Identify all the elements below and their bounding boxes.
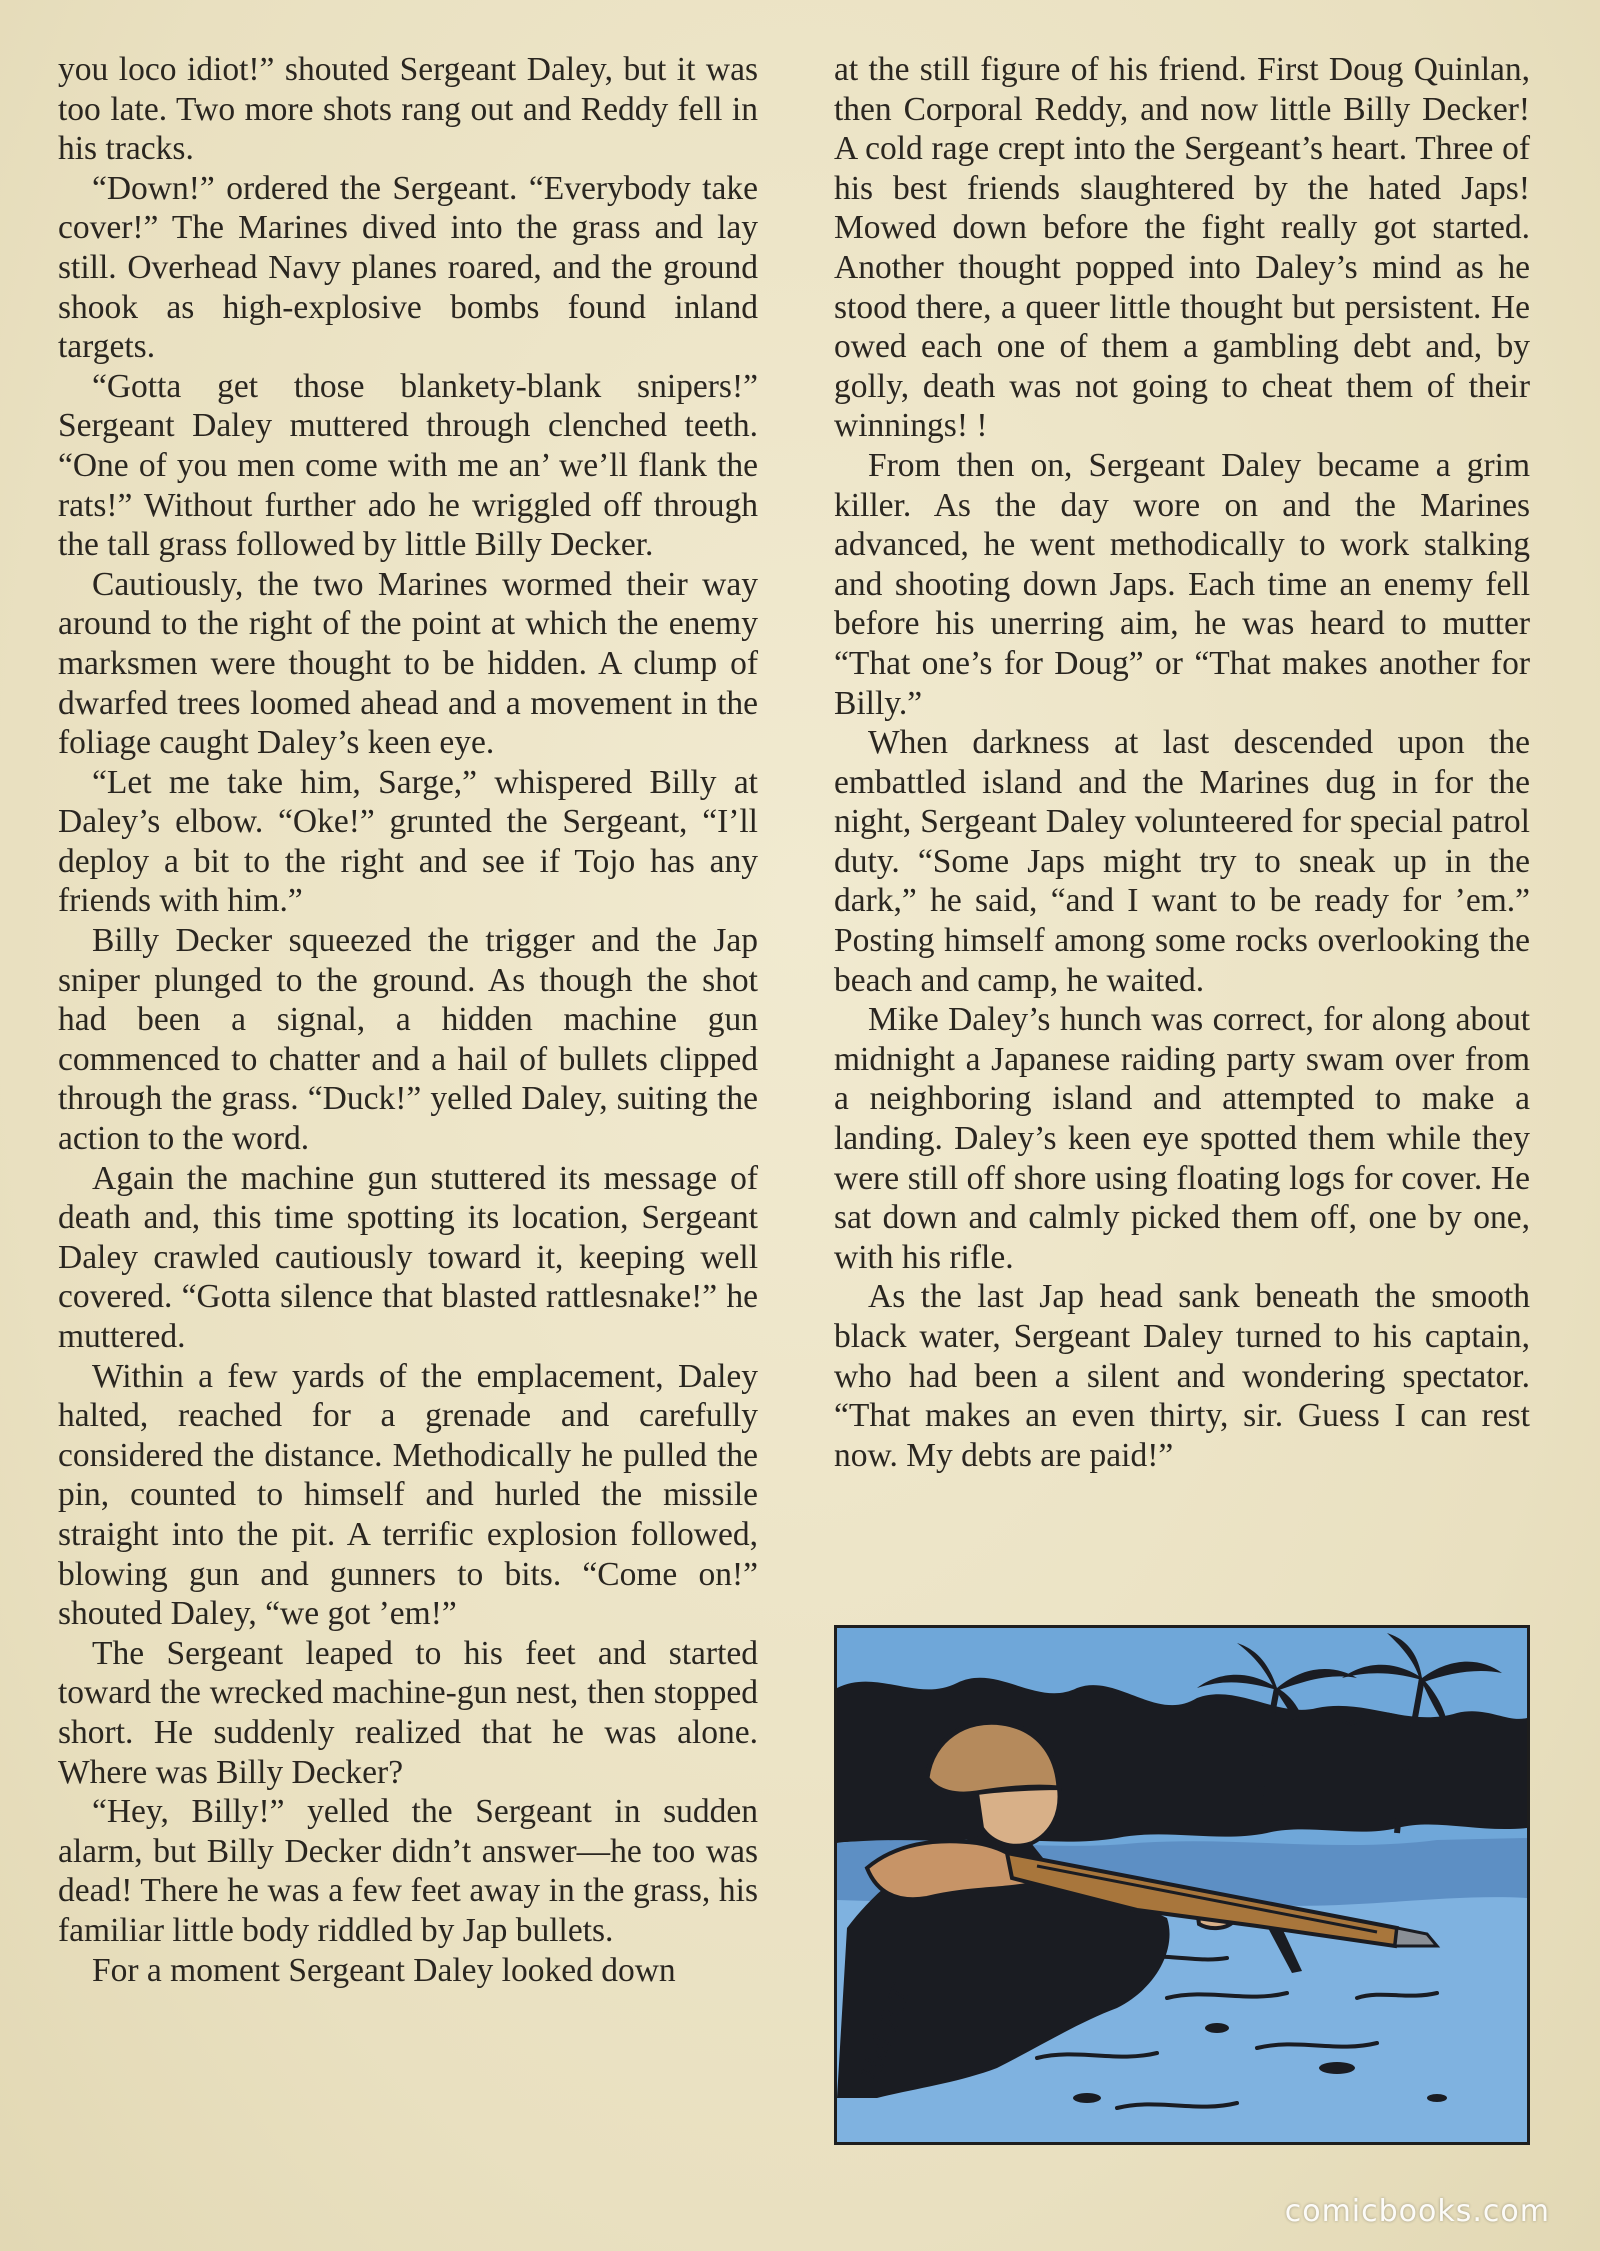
paragraph: When darkness at last descended upon the embattled island and the Marines dug in for the night, Sergeant Daley volunteered for special patrol duty. “Some Japs might try to sneak up in the dark,” he said, “and I want to be ready for ’em.” Posting himself among some rocks overlooking the beach and camp, he waited. bbox=[834, 724, 1530, 999]
paragraph: The Sergeant leaped to his feet and started toward the wrecked machine-gun nest, then stopped short. He suddenly realized that he was alone. Where was Billy Decker? bbox=[58, 1634, 758, 1791]
paragraph: Mike Daley’s hunch was correct, for along about midnight a Japanese raiding party swam over from a neighboring island and attempted to make a landing. Daley’s keen eye spotted them while they were still off shore using floating logs for cover. He sat down and calmly picked them off, one by one, with his rifle. bbox=[834, 1001, 1530, 1276]
paragraph: you loco idiot!” shouted Sergeant Daley, but it was too late. Two more shots rang out and Reddy fell in his tracks. bbox=[58, 51, 758, 168]
soldier-illustration bbox=[834, 1625, 1530, 2145]
right-text-column bbox=[834, 50, 1530, 1475]
illustration-drawing bbox=[837, 1628, 1527, 2142]
paragraph: at the still figure of his friend. First Doug Quinlan, then Corporal Reddy, and now little Billy Decker! A cold rage crept into the Sergeant’s heart. Three of his best friends slaughtered by the hated Japs! Mowed down before the fight really got started. Another thought popped into Daley’s mind as he stood there, a queer little thought but persistent. He owed each one of them a gambling debt and, by golly, death was not going to cheat them of their winnings! ! bbox=[834, 51, 1530, 445]
paragraph: “Gotta get those blankety-blank snipers!” Sergeant Daley muttered through clenched teeth. “One of you men come with me an’ we’ll flank the rats!” Without further ado he wriggled off through the tall grass followed by little Billy Decker. bbox=[58, 367, 758, 564]
paragraph: “Let me take him, Sarge,” whispered Billy at Daley’s elbow. “Oke!” grunted the Sergeant, “I’ll deploy a bit to the right and see if Tojo has any friends with him.” bbox=[58, 763, 758, 920]
paragraph: Within a few yards of the emplacement, Daley halted, reached for a grenade and carefully considered the distance. Methodically he pulled the pin, counted to himself and hurled the missile straight into the pit. A terrific explosion followed, blowing gun and gunners to bits. “Come on!” shouted Daley, “we got ’em!” bbox=[58, 1357, 758, 1633]
paragraph: “Hey, Billy!” yelled the Sergeant in sudden alarm, but Billy Decker didn’t answer—he too was dead! There he was a few feet away in the grass, his familiar little body riddled by Jap bullets. bbox=[58, 1793, 758, 1949]
left-text-column bbox=[58, 50, 758, 1990]
paragraph: Cautiously, the two Marines wormed their way around to the right of the point at which the enemy marksmen were thought to be hidden. A clump of dwarfed trees loomed ahead and a movement in the foliage caught Daley’s keen eye. bbox=[58, 565, 758, 762]
paragraph: “Down!” ordered the Sergeant. “Everybody take cover!” The Marines dived into the grass and lay still. Overhead Navy planes roared, and the ground shook as high-explosive bombs found inland targets. bbox=[58, 169, 758, 366]
paragraph: From then on, Sergeant Daley became a grim killer. As the day wore on and the Marines advanced, he went methodically to work stalking and shooting down Japs. Each time an enemy fell before his unerring aim, he was heard to mutter “That one’s for Doug” or “That makes another for Billy.” bbox=[834, 446, 1530, 722]
paragraph: As the last Jap head sank beneath the smooth black water, Sergeant Daley turned to his captain, who had been a silent and wondering spectator. “That makes an even thirty, sir. Guess I can rest now. My debts are paid!” bbox=[834, 1278, 1530, 1474]
paragraph: Again the machine gun stuttered its message of death and, this time spotting its location, Sergeant Daley crawled cautiously toward it, keeping well covered. “Gotta silence that blasted rattlesnake!” he muttered. bbox=[58, 1159, 758, 1355]
watermark: comicbooks.com bbox=[1284, 2194, 1550, 2229]
artist-signature: Hal B.T bbox=[855, 1981, 918, 2086]
paragraph: Billy Decker squeezed the trigger and the Jap sniper plunged to the ground. As though the shot had been a signal, a hidden machine gun commenced to chatter and a hail of bullets clipped through the grass. “Duck!” yelled Daley, suiting the action to the word. bbox=[58, 922, 758, 1158]
paragraph: For a moment Sergeant Daley looked down bbox=[92, 1951, 676, 1989]
